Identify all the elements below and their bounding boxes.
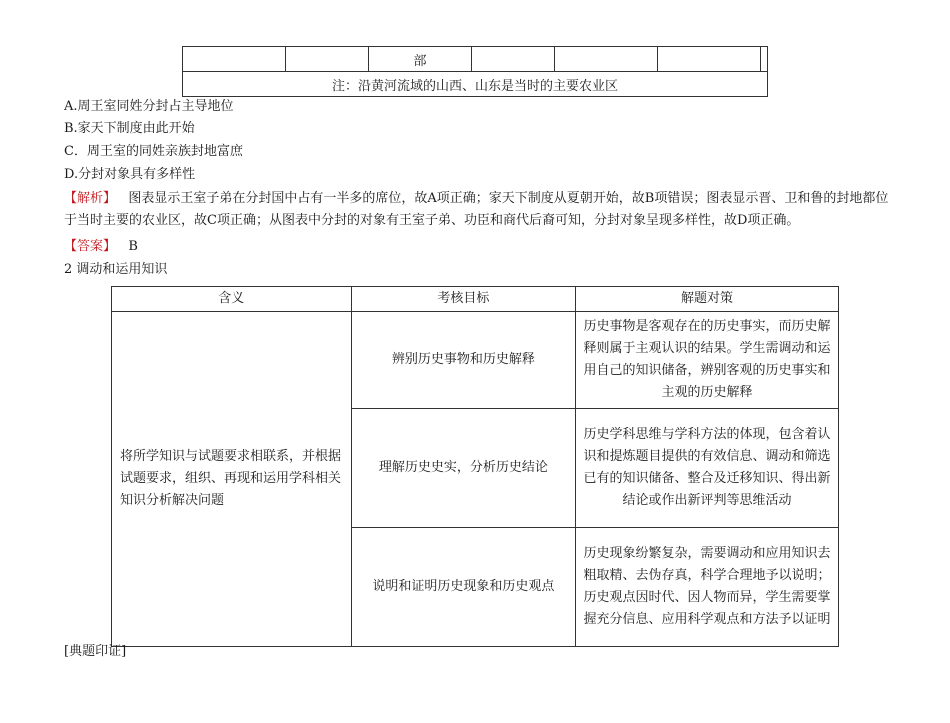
strategy-cell: 历史现象纷繁复杂，需要调动和应用知识去粗取精、去伪存真，科学合理地予以说明；历史观点因时代、因人物而异，学生需要掌握充分信息、应用科学观点和方法予以证明	[576, 528, 839, 647]
strategy-cell: 历史事物是客观存在的历史事实，而历史解释则属于主观认识的结果。学生需调动和运用自己的知识储备，辨别客观的历史事实和主观的历史解释	[576, 312, 839, 409]
fragment-row	[183, 47, 768, 72]
previous-table-fragment	[182, 46, 768, 97]
target-cell: 说明和证明历史现象和历史观点	[351, 528, 575, 647]
option-a: A.周王室同姓分封占主导地位	[64, 99, 234, 114]
answer-value: B	[128, 239, 138, 254]
fragment-cell	[555, 47, 658, 72]
table-header-row	[112, 287, 839, 312]
analysis-paragraph	[64, 188, 894, 232]
fragment-cell: 部	[369, 47, 472, 72]
target-cell: 理解历史史实，分析历史结论	[351, 409, 575, 528]
strategy-cell: 历史学科思维与学科方法的体现，包含着认识和提炼题目提供的有效信息、调动和筛选已有的知识储备、整合及迁移知识、得出新结论或作出新评判等思维活动	[576, 409, 839, 528]
option-b: B.家天下制度由此开始	[64, 121, 195, 136]
analysis-label: 【解析】	[64, 191, 117, 206]
answer-line	[64, 236, 138, 258]
table-row	[112, 312, 839, 409]
meaning-cell: 将所学知识与试题要求相联系，并根据试题要求，组织、再现和运用学科相关知识分析解决问题	[112, 312, 352, 647]
analysis-text: 图表显示王室子弟在分封国中占有一半多的席位，故A项正确；家天下制度从夏朝开始，故B项错误；图表显示晋、卫和鲁的封地都位于当时主要的农业区，故C项正确；从图表中分封的对象有王室子弟、功臣和商代后裔可知，分封对象呈现多样性，故D项正确。	[64, 191, 889, 228]
fragment-cell	[286, 47, 369, 72]
knowledge-table	[111, 286, 839, 647]
fragment-note-row	[183, 72, 768, 97]
answer-label: 【答案】	[64, 239, 117, 254]
fragment-cell	[761, 47, 768, 72]
target-cell: 辨别历史事物和历史解释	[351, 312, 575, 409]
fragment-cell	[472, 47, 555, 72]
option-c: C．周王室的同姓亲族封地富庶	[64, 144, 243, 159]
header-strategy: 解题对策	[576, 287, 839, 312]
footer-label: [典题印证]	[64, 644, 127, 659]
option-d: D.分封对象具有多样性	[64, 167, 196, 182]
table-note: 注：沿黄河流域的山西、山东是当时的主要农业区	[183, 72, 768, 97]
fragment-cell	[658, 47, 761, 72]
header-target: 考核目标	[351, 287, 575, 312]
header-meaning: 含义	[112, 287, 352, 312]
section-title: 2 调动和运用知识	[64, 262, 168, 277]
fragment-cell	[183, 47, 286, 72]
